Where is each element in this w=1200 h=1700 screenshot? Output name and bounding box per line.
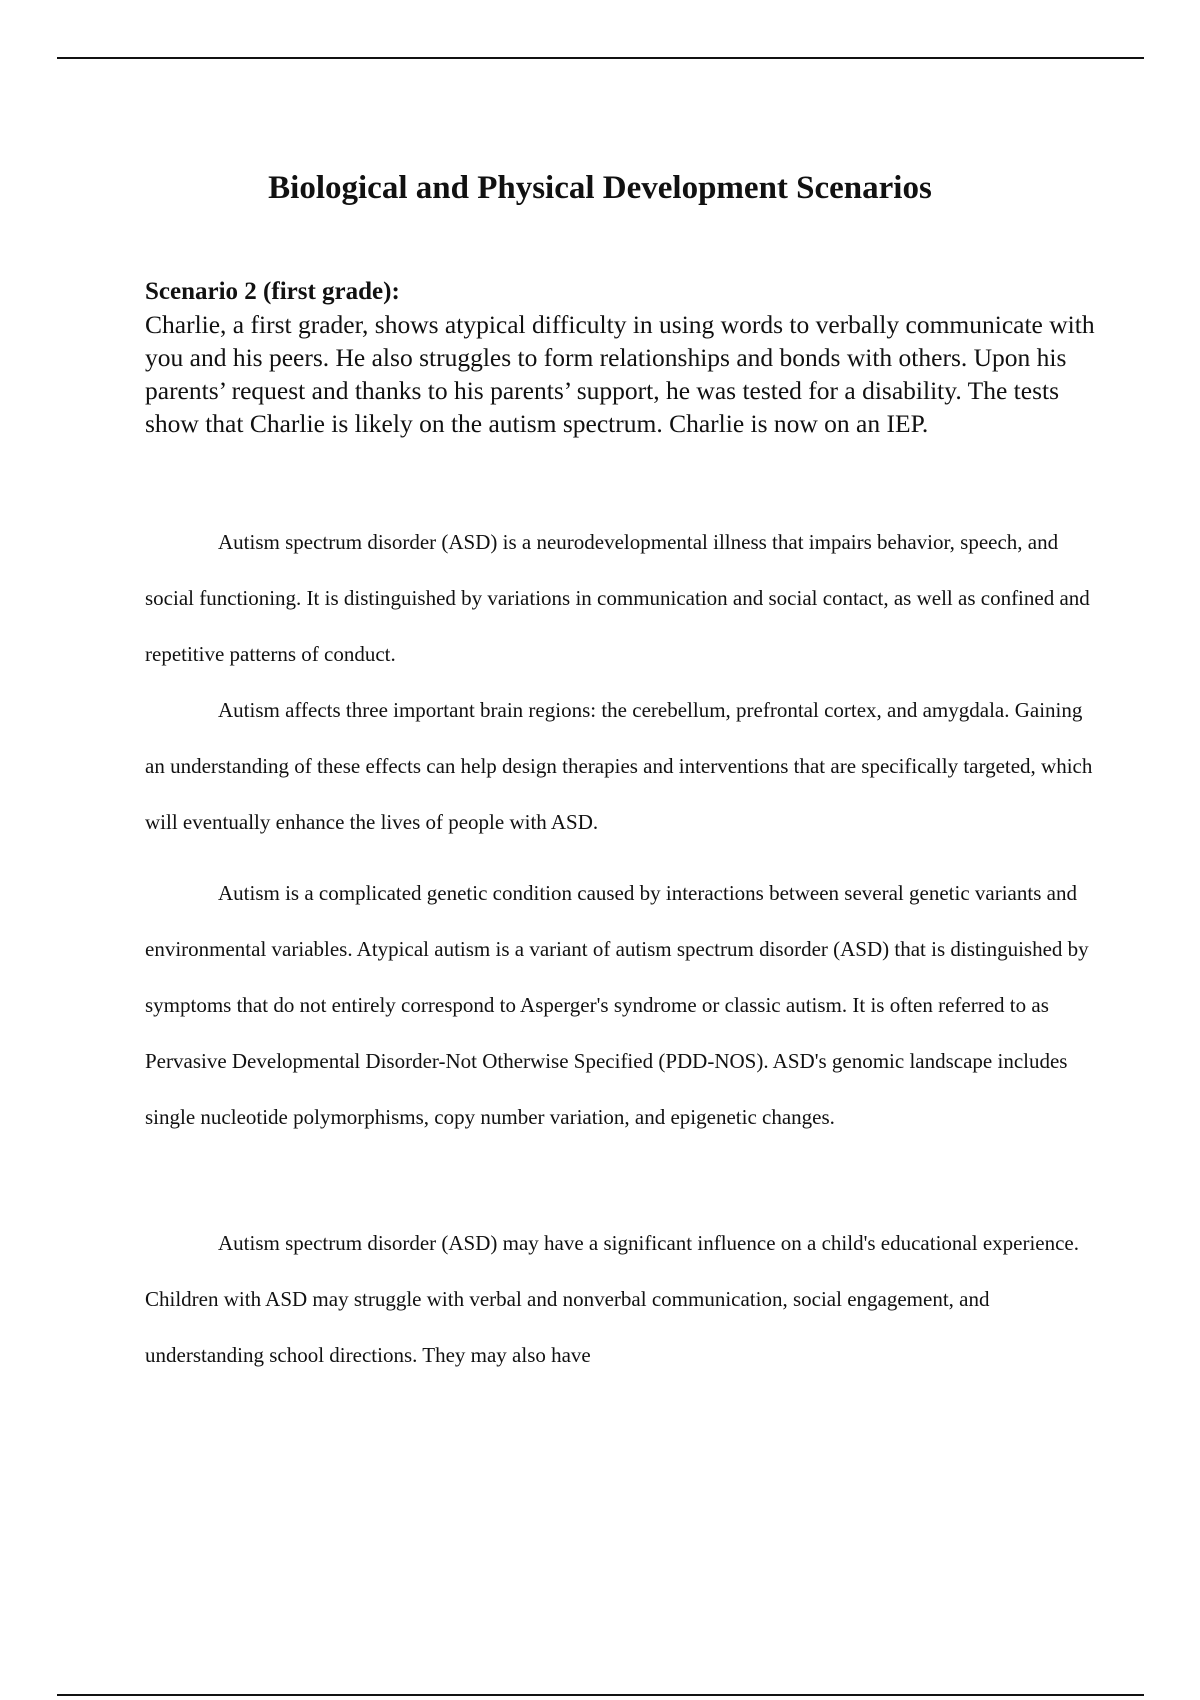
top-divider <box>57 57 1144 59</box>
body-paragraph: Autism is a complicated genetic condition caused by interactions between several genetic variants and environmental variables. Atypical autism is a variant of autism spectrum disorder (ASD) that is distinguished by symptoms that do not entirely correspond to Asperger's syndrome or classic autism. It is often referred to as Pervasive Developmental Disorder-Not Otherwise Specified (PDD-NOS). ASD's genomic landscape includes single nucleotide polymorphisms, copy number variation, and epigenetic changes. <box>145 881 1089 1129</box>
scenario-block <box>145 276 1105 440</box>
page-title: Biological and Physical Development Scenarios <box>268 170 932 206</box>
bottom-divider <box>57 1694 1144 1696</box>
body-paragraph: Autism affects three important brain regions: the cerebellum, prefrontal cortex, and amygdala. Gaining an understanding of these effects can help design therapies and interventions that are specifically targeted, which will eventually enhance the lives of people with ASD. <box>145 698 1093 834</box>
body-paragraph: Autism spectrum disorder (ASD) may have a significant influence on a child's educational experience. Children with ASD may struggle with verbal and nonverbal communication, social engagement, and understanding school directions. They may also have <box>145 1231 1079 1367</box>
scenario-text: Charlie, a first grader, shows atypical difficulty in using words to verbally communicate with you and his peers. He also struggles to form relationships and bonds with others. Upon his parents’ request and thanks to his parents’ support, he was tested for a disability. The tests show that Charlie is likely on the autism spectrum. Charlie is now on an IEP. <box>145 310 1095 438</box>
body-paragraph: Autism spectrum disorder (ASD) is a neurodevelopmental illness that impairs behavior, speech, and social functioning. It is distinguished by variations in communication and social contact, as well as confined and repetitive patterns of conduct. <box>145 530 1090 666</box>
scenario-heading: Scenario 2 (first grade): <box>145 278 400 305</box>
